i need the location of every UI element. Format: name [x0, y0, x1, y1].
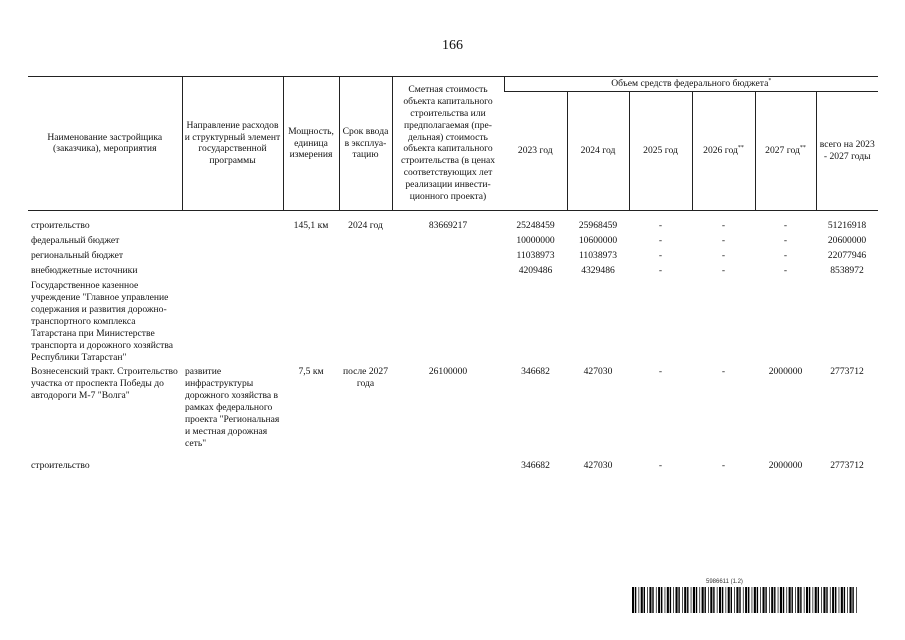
- header-name: Наименование застройщика (заказчика), мероприятия: [28, 77, 182, 211]
- header-direction: Направление расходов и структурный элемент государственной программы: [182, 77, 283, 211]
- header-2024: 2024 год: [567, 91, 629, 210]
- header-capacity: Мощность, единица измерения: [283, 77, 339, 211]
- header-2025: 2025 год: [629, 91, 692, 210]
- header-term: Срок ввода в эксплуа-тацию: [339, 77, 392, 211]
- header-cost: Сметная стоимость объекта капитального строительства или предполагаемая (пре-дельная) стоимость объекта капитального строительства (в ценах соответствующих лет реализации инвести-ционного проекта): [392, 77, 504, 211]
- header-2027: 2027 год**: [755, 91, 816, 210]
- header-total: всего на 2023 - 2027 годы: [816, 91, 878, 210]
- budget-table: [28, 76, 878, 474]
- header-federal-volume: Объем средств федерального бюджета*: [504, 77, 878, 92]
- table-row: Государственное казенное учреждение "Главное управление содержания и развития дорожно-транспортного комплекса Татарстана при Министерстве транспорта и дорожного хозяйства Республики Татарстан": [31, 279, 174, 363]
- table-row: Вознесенский тракт. Строительство участка от проспекта Победы до автодороги М-7 "Волга" развитие инфраструктуры дорожного хозяйства в рамках федерального проекта "Региональная и местная дорожная сеть" 7,5 км после 2027 года 26100000 346682 427030 - - 2000000 2773712: [31, 365, 864, 449]
- page-number: 166: [442, 38, 463, 53]
- barcode-icon: [632, 587, 858, 613]
- table-row: внебюджетные источники 4209486 4329486 - - - 8538972: [31, 264, 864, 276]
- header-2026: 2026 год**: [692, 91, 755, 210]
- table-row: федеральный бюджет 10000000 10600000 - - - 20600000: [31, 234, 867, 246]
- table-row: региональный бюджет 11038973 11038973 - - - 22077946: [31, 249, 867, 261]
- barcode-number: 5986611 (1.2): [706, 579, 743, 585]
- table-row: строительство 346682 427030 - - 2000000 2773712: [31, 459, 864, 471]
- header-2023: 2023 год: [504, 91, 567, 210]
- table-row: строительство 145,1 км 2024 год 83669217 25248459 25968459 - - - 51216918: [31, 219, 867, 231]
